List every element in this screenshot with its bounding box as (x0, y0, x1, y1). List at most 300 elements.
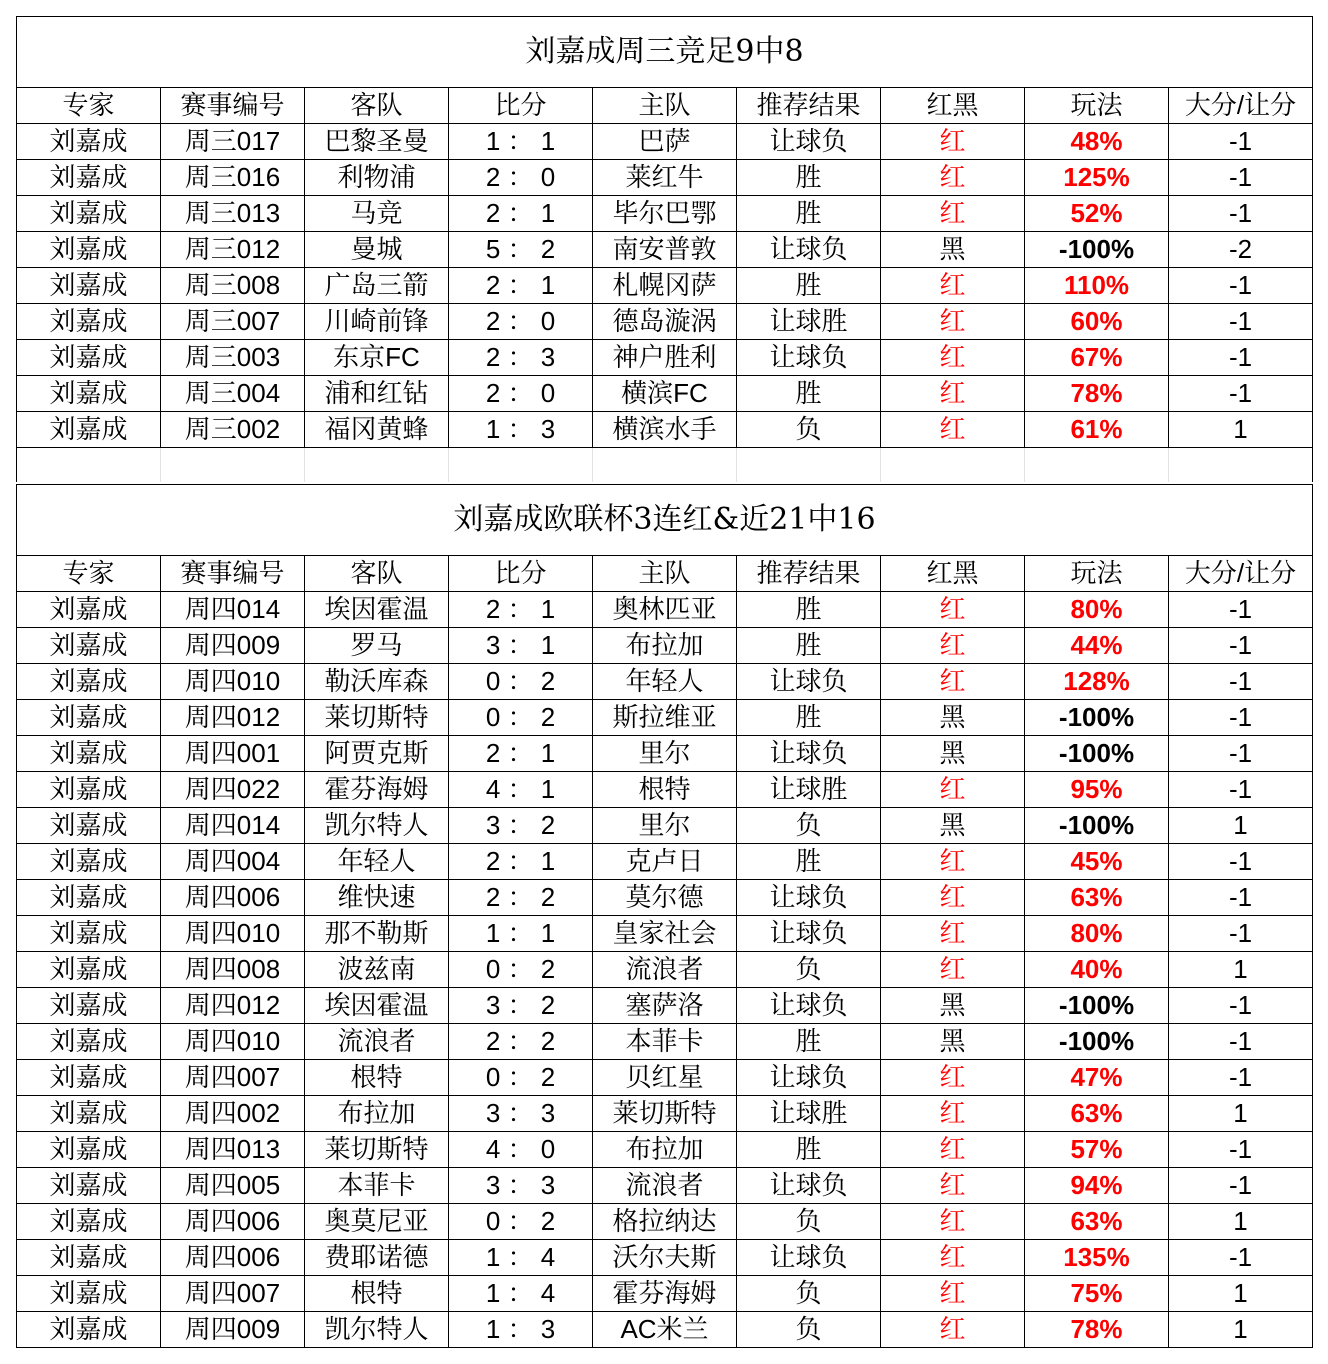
cell-result: 黑 (881, 988, 1025, 1024)
cell-match-id: 周四005 (161, 1168, 305, 1204)
cell-home-team: 毕尔巴鄂 (593, 196, 737, 232)
table-row (17, 160, 1313, 196)
cell-handicap: -1 (1169, 304, 1313, 340)
cell-away-team: 莱切斯特 (305, 700, 449, 736)
table-row (17, 700, 1313, 736)
cell-match-id: 周四012 (161, 700, 305, 736)
cell-home-team: 里尔 (593, 808, 737, 844)
cell-expert: 刘嘉成 (17, 1024, 161, 1060)
cell-odds: -100% (1025, 736, 1169, 772)
cell-handicap: -1 (1169, 880, 1313, 916)
cell-result: 黑 (881, 232, 1025, 268)
column-header: 客队 (305, 88, 449, 124)
cell-expert: 刘嘉成 (17, 232, 161, 268)
cell-away-team: 浦和红钻 (305, 376, 449, 412)
cell-handicap: -1 (1169, 1060, 1313, 1096)
cell-match-id: 周三004 (161, 376, 305, 412)
column-header: 专家 (17, 88, 161, 124)
cell-home-team: 横滨FC (593, 376, 737, 412)
cell-home-team: 莱红牛 (593, 160, 737, 196)
cell-score: 5 ： 2 (449, 232, 593, 268)
cell-odds: -100% (1025, 232, 1169, 268)
column-header: 主队 (593, 88, 737, 124)
table-row (17, 772, 1313, 808)
cell-odds: 47% (1025, 1060, 1169, 1096)
cell-match-id: 周四006 (161, 880, 305, 916)
cell-score: 4 ： 1 (449, 772, 593, 808)
cell-odds: 45% (1025, 844, 1169, 880)
table-row (17, 592, 1313, 628)
table-row (17, 1024, 1313, 1060)
cell-score: 3 ： 2 (449, 988, 593, 1024)
column-header: 比分 (449, 556, 593, 592)
cell-handicap: 1 (1169, 1312, 1313, 1348)
cell-expert: 刘嘉成 (17, 808, 161, 844)
cell-score: 1 ： 3 (449, 1312, 593, 1348)
cell-expert: 刘嘉成 (17, 268, 161, 304)
cell-result: 红 (881, 880, 1025, 916)
cell-away-team: 凯尔特人 (305, 808, 449, 844)
cell-pick: 胜 (737, 628, 881, 664)
cell-home-team: 斯拉维亚 (593, 700, 737, 736)
cell-handicap: -1 (1169, 196, 1313, 232)
cell-pick: 胜 (737, 1024, 881, 1060)
cell-match-id: 周四006 (161, 1240, 305, 1276)
cell-match-id: 周四001 (161, 736, 305, 772)
cell-away-team: 根特 (305, 1276, 449, 1312)
cell-home-team: 德岛漩涡 (593, 304, 737, 340)
cell-expert: 刘嘉成 (17, 160, 161, 196)
cell-score: 2 ： 1 (449, 268, 593, 304)
cell-expert: 刘嘉成 (17, 988, 161, 1024)
cell-score: 2 ： 2 (449, 1024, 593, 1060)
cell-score: 4 ： 0 (449, 1132, 593, 1168)
cell-home-team: 贝红星 (593, 1060, 737, 1096)
cell-expert: 刘嘉成 (17, 736, 161, 772)
cell-away-team: 东京FC (305, 340, 449, 376)
cell-match-id: 周三016 (161, 160, 305, 196)
cell-score: 0 ： 2 (449, 700, 593, 736)
cell-score: 2 ： 3 (449, 340, 593, 376)
cell-expert: 刘嘉成 (17, 1060, 161, 1096)
column-header: 赛事编号 (161, 556, 305, 592)
cell-handicap: -1 (1169, 1240, 1313, 1276)
cell-match-id: 周四014 (161, 592, 305, 628)
cell-home-team: 莫尔德 (593, 880, 737, 916)
cell-home-team: 沃尔夫斯 (593, 1240, 737, 1276)
cell-pick: 胜 (737, 196, 881, 232)
cell-odds: 63% (1025, 1204, 1169, 1240)
table-row (17, 1060, 1313, 1096)
cell-home-team: 札幌冈萨 (593, 268, 737, 304)
cell-pick: 负 (737, 952, 881, 988)
cell-score: 3 ： 3 (449, 1096, 593, 1132)
cell-result: 红 (881, 304, 1025, 340)
cell-expert: 刘嘉成 (17, 1240, 161, 1276)
table-row (17, 880, 1313, 916)
cell-score: 2 ： 0 (449, 376, 593, 412)
cell-result: 红 (881, 1204, 1025, 1240)
cell-handicap: -1 (1169, 340, 1313, 376)
cell-odds: 67% (1025, 340, 1169, 376)
cell-result: 红 (881, 268, 1025, 304)
cell-away-team: 勒沃库森 (305, 664, 449, 700)
cell-result: 红 (881, 124, 1025, 160)
cell-away-team: 曼城 (305, 232, 449, 268)
cell-handicap: -1 (1169, 160, 1313, 196)
cell-expert: 刘嘉成 (17, 1132, 161, 1168)
cell-expert: 刘嘉成 (17, 592, 161, 628)
cell-pick: 让球负 (737, 340, 881, 376)
column-header: 推荐结果 (737, 556, 881, 592)
cell-odds: -100% (1025, 988, 1169, 1024)
cell-pick: 胜 (737, 268, 881, 304)
cell-handicap: -1 (1169, 664, 1313, 700)
cell-home-team: 皇家社会 (593, 916, 737, 952)
cell-expert: 刘嘉成 (17, 628, 161, 664)
cell-handicap: -2 (1169, 232, 1313, 268)
cell-odds: 128% (1025, 664, 1169, 700)
table-row (17, 736, 1313, 772)
cell-home-team: 根特 (593, 772, 737, 808)
cell-expert: 刘嘉成 (17, 844, 161, 880)
cell-score: 3 ： 1 (449, 628, 593, 664)
cell-home-team: 塞萨洛 (593, 988, 737, 1024)
cell-pick: 胜 (737, 160, 881, 196)
cell-match-id: 周三003 (161, 340, 305, 376)
table-row (17, 1132, 1313, 1168)
cell-away-team: 那不勒斯 (305, 916, 449, 952)
cell-away-team: 广岛三箭 (305, 268, 449, 304)
cell-handicap: -1 (1169, 1024, 1313, 1060)
cell-score: 1 ： 4 (449, 1276, 593, 1312)
table-row (17, 1240, 1313, 1276)
cell-pick: 让球负 (737, 1240, 881, 1276)
cell-score: 3 ： 2 (449, 808, 593, 844)
cell-pick: 让球负 (737, 664, 881, 700)
cell-away-team: 霍芬海姆 (305, 772, 449, 808)
cell-result: 红 (881, 1240, 1025, 1276)
cell-away-team: 布拉加 (305, 1096, 449, 1132)
cell-match-id: 周四002 (161, 1096, 305, 1132)
cell-expert: 刘嘉成 (17, 664, 161, 700)
cell-handicap: -1 (1169, 844, 1313, 880)
cell-away-team: 利物浦 (305, 160, 449, 196)
cell-result: 黑 (881, 808, 1025, 844)
cell-home-team: 巴萨 (593, 124, 737, 160)
cell-result: 黑 (881, 736, 1025, 772)
cell-handicap: -1 (1169, 628, 1313, 664)
cell-expert: 刘嘉成 (17, 124, 161, 160)
cell-odds: 60% (1025, 304, 1169, 340)
table-row (17, 1168, 1313, 1204)
cell-score: 1 ： 3 (449, 412, 593, 448)
cell-match-id: 周四012 (161, 988, 305, 1024)
table-row (17, 232, 1313, 268)
section-1-table (16, 16, 1313, 448)
cell-home-team: 神户胜利 (593, 340, 737, 376)
cell-away-team: 莱切斯特 (305, 1132, 449, 1168)
cell-pick: 负 (737, 1204, 881, 1240)
cell-match-id: 周三013 (161, 196, 305, 232)
cell-odds: 40% (1025, 952, 1169, 988)
cell-pick: 胜 (737, 376, 881, 412)
cell-result: 红 (881, 628, 1025, 664)
cell-pick: 让球负 (737, 124, 881, 160)
section-title: 刘嘉成欧联杯3连红&近21中16 (17, 485, 1313, 556)
cell-handicap: 1 (1169, 952, 1313, 988)
column-header: 比分 (449, 88, 593, 124)
column-header: 玩法 (1025, 556, 1169, 592)
cell-pick: 让球负 (737, 988, 881, 1024)
cell-expert: 刘嘉成 (17, 196, 161, 232)
table-row (17, 268, 1313, 304)
cell-odds: 63% (1025, 880, 1169, 916)
cell-result: 红 (881, 1168, 1025, 1204)
cell-away-team: 川崎前锋 (305, 304, 449, 340)
cell-score: 0 ： 2 (449, 664, 593, 700)
cell-match-id: 周四008 (161, 952, 305, 988)
cell-match-id: 周四010 (161, 916, 305, 952)
cell-odds: 48% (1025, 124, 1169, 160)
table-row (17, 196, 1313, 232)
cell-expert: 刘嘉成 (17, 340, 161, 376)
cell-home-team: 奥林匹亚 (593, 592, 737, 628)
cell-result: 红 (881, 376, 1025, 412)
table-row (17, 1204, 1313, 1240)
cell-result: 红 (881, 1096, 1025, 1132)
cell-score: 2 ： 1 (449, 196, 593, 232)
cell-expert: 刘嘉成 (17, 1276, 161, 1312)
column-header: 主队 (593, 556, 737, 592)
cell-score: 1 ： 1 (449, 916, 593, 952)
cell-away-team: 年轻人 (305, 844, 449, 880)
cell-result: 红 (881, 952, 1025, 988)
cell-away-team: 福冈黄蜂 (305, 412, 449, 448)
table-row (17, 844, 1313, 880)
cell-expert: 刘嘉成 (17, 1096, 161, 1132)
cell-handicap: -1 (1169, 772, 1313, 808)
table-row (17, 916, 1313, 952)
cell-handicap: 1 (1169, 1096, 1313, 1132)
cell-away-team: 马竞 (305, 196, 449, 232)
cell-away-team: 根特 (305, 1060, 449, 1096)
cell-home-team: 克卢日 (593, 844, 737, 880)
cell-match-id: 周三008 (161, 268, 305, 304)
cell-pick: 胜 (737, 1132, 881, 1168)
cell-odds: 75% (1025, 1276, 1169, 1312)
cell-odds: 80% (1025, 592, 1169, 628)
cell-pick: 负 (737, 808, 881, 844)
spacer-row (16, 448, 1312, 484)
table-row (17, 1096, 1313, 1132)
cell-expert: 刘嘉成 (17, 304, 161, 340)
cell-match-id: 周四007 (161, 1060, 305, 1096)
cell-match-id: 周四014 (161, 808, 305, 844)
cell-result: 红 (881, 1060, 1025, 1096)
cell-result: 红 (881, 412, 1025, 448)
cell-handicap: -1 (1169, 592, 1313, 628)
cell-match-id: 周四022 (161, 772, 305, 808)
cell-home-team: 本菲卡 (593, 1024, 737, 1060)
cell-handicap: 1 (1169, 1276, 1313, 1312)
cell-handicap: -1 (1169, 700, 1313, 736)
cell-match-id: 周三002 (161, 412, 305, 448)
cell-away-team: 维快速 (305, 880, 449, 916)
cell-result: 红 (881, 844, 1025, 880)
cell-expert: 刘嘉成 (17, 1168, 161, 1204)
cell-match-id: 周四004 (161, 844, 305, 880)
cell-home-team: 莱切斯特 (593, 1096, 737, 1132)
cell-pick: 让球负 (737, 880, 881, 916)
cell-score: 1 ： 4 (449, 1240, 593, 1276)
cell-odds: -100% (1025, 700, 1169, 736)
section-title: 刘嘉成周三竞足9中8 (17, 17, 1313, 88)
cell-score: 1 ： 1 (449, 124, 593, 160)
cell-match-id: 周四010 (161, 664, 305, 700)
cell-away-team: 埃因霍温 (305, 592, 449, 628)
column-header: 红黑 (881, 556, 1025, 592)
cell-result: 红 (881, 1132, 1025, 1168)
cell-result: 红 (881, 1276, 1025, 1312)
cell-score: 3 ： 3 (449, 1168, 593, 1204)
cell-handicap: -1 (1169, 1132, 1313, 1168)
cell-handicap: -1 (1169, 1168, 1313, 1204)
cell-away-team: 奥莫尼亚 (305, 1204, 449, 1240)
cell-handicap: -1 (1169, 376, 1313, 412)
table-row (17, 124, 1313, 160)
cell-handicap: -1 (1169, 916, 1313, 952)
cell-score: 2 ： 0 (449, 304, 593, 340)
column-header: 赛事编号 (161, 88, 305, 124)
table-row (17, 340, 1313, 376)
table-row (17, 952, 1313, 988)
cell-odds: 110% (1025, 268, 1169, 304)
cell-home-team: 里尔 (593, 736, 737, 772)
cell-pick: 负 (737, 412, 881, 448)
cell-odds: 94% (1025, 1168, 1169, 1204)
cell-home-team: 格拉纳达 (593, 1204, 737, 1240)
cell-expert: 刘嘉成 (17, 880, 161, 916)
table-row (17, 808, 1313, 844)
cell-match-id: 周三007 (161, 304, 305, 340)
cell-odds: 135% (1025, 1240, 1169, 1276)
cell-home-team: 流浪者 (593, 952, 737, 988)
cell-score: 0 ： 2 (449, 1204, 593, 1240)
column-header: 大分/让分 (1169, 556, 1313, 592)
cell-score: 2 ： 1 (449, 592, 593, 628)
table-row (17, 1276, 1313, 1312)
table-row (17, 988, 1313, 1024)
cell-result: 红 (881, 1312, 1025, 1348)
table-row (17, 376, 1313, 412)
cell-home-team: 横滨水手 (593, 412, 737, 448)
column-header: 专家 (17, 556, 161, 592)
cell-pick: 让球负 (737, 232, 881, 268)
cell-pick: 让球负 (737, 736, 881, 772)
cell-odds: 95% (1025, 772, 1169, 808)
cell-expert: 刘嘉成 (17, 1312, 161, 1348)
cell-pick: 让球负 (737, 1060, 881, 1096)
cell-pick: 让球胜 (737, 772, 881, 808)
cell-expert: 刘嘉成 (17, 412, 161, 448)
cell-match-id: 周四010 (161, 1024, 305, 1060)
cell-pick: 胜 (737, 844, 881, 880)
cell-home-team: 布拉加 (593, 628, 737, 664)
table-row (17, 412, 1313, 448)
cell-expert: 刘嘉成 (17, 916, 161, 952)
column-header: 客队 (305, 556, 449, 592)
cell-pick: 让球胜 (737, 1096, 881, 1132)
cell-odds: 80% (1025, 916, 1169, 952)
cell-result: 红 (881, 196, 1025, 232)
cell-pick: 胜 (737, 592, 881, 628)
column-header: 玩法 (1025, 88, 1169, 124)
cell-result: 红 (881, 664, 1025, 700)
cell-score: 0 ： 2 (449, 1060, 593, 1096)
section-2-table (16, 484, 1313, 1348)
cell-home-team: AC米兰 (593, 1312, 737, 1348)
cell-match-id: 周三012 (161, 232, 305, 268)
table-row (17, 664, 1313, 700)
cell-pick: 让球胜 (737, 304, 881, 340)
cell-expert: 刘嘉成 (17, 1204, 161, 1240)
section-1 (16, 16, 1312, 448)
cell-odds: 78% (1025, 376, 1169, 412)
cell-result: 红 (881, 340, 1025, 376)
cell-handicap: -1 (1169, 268, 1313, 304)
header-row (17, 556, 1313, 592)
table-row (17, 1312, 1313, 1348)
cell-match-id: 周四013 (161, 1132, 305, 1168)
cell-away-team: 费耶诺德 (305, 1240, 449, 1276)
cell-result: 红 (881, 160, 1025, 196)
cell-away-team: 埃因霍温 (305, 988, 449, 1024)
cell-home-team: 流浪者 (593, 1168, 737, 1204)
cell-odds: 125% (1025, 160, 1169, 196)
cell-home-team: 年轻人 (593, 664, 737, 700)
cell-odds: 52% (1025, 196, 1169, 232)
cell-pick: 胜 (737, 700, 881, 736)
cell-away-team: 凯尔特人 (305, 1312, 449, 1348)
cell-home-team: 南安普敦 (593, 232, 737, 268)
cell-away-team: 波兹南 (305, 952, 449, 988)
table-row (17, 628, 1313, 664)
cell-match-id: 周四009 (161, 628, 305, 664)
cell-handicap: -1 (1169, 124, 1313, 160)
cell-result: 红 (881, 772, 1025, 808)
header-row (17, 88, 1313, 124)
cell-score: 2 ： 1 (449, 844, 593, 880)
cell-handicap: -1 (1169, 988, 1313, 1024)
cell-expert: 刘嘉成 (17, 772, 161, 808)
cell-pick: 让球负 (737, 1168, 881, 1204)
cell-score: 2 ： 0 (449, 160, 593, 196)
cell-match-id: 周四009 (161, 1312, 305, 1348)
cell-score: 2 ： 1 (449, 736, 593, 772)
cell-away-team: 罗马 (305, 628, 449, 664)
cell-expert: 刘嘉成 (17, 700, 161, 736)
cell-away-team: 阿贾克斯 (305, 736, 449, 772)
cell-match-id: 周四006 (161, 1204, 305, 1240)
cell-result: 红 (881, 916, 1025, 952)
cell-odds: 57% (1025, 1132, 1169, 1168)
cell-expert: 刘嘉成 (17, 376, 161, 412)
cell-score: 2 ： 2 (449, 880, 593, 916)
cell-home-team: 霍芬海姆 (593, 1276, 737, 1312)
cell-pick: 让球负 (737, 916, 881, 952)
cell-away-team: 本菲卡 (305, 1168, 449, 1204)
